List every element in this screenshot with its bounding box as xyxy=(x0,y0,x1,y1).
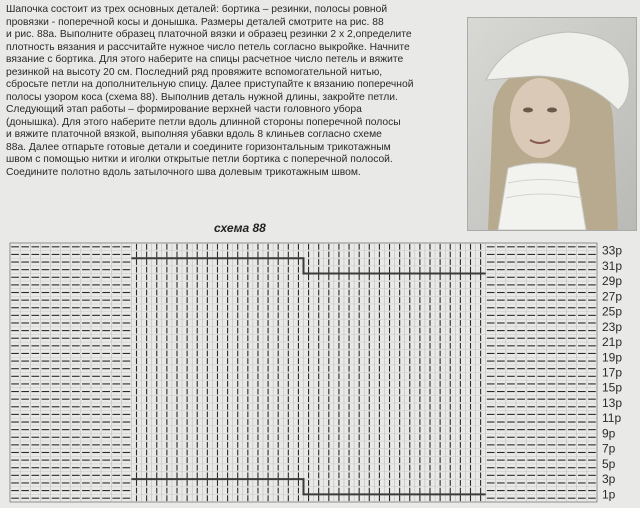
row-label: 15р xyxy=(602,380,623,395)
row-label: 3р xyxy=(602,472,616,487)
row-label: 5р xyxy=(602,456,616,471)
stitch-chart xyxy=(0,238,640,508)
article-line: полосы узором коса (схема 88). Выполнив деталь нужной длины, закройте петли. xyxy=(6,91,398,103)
article-line: резинкой на высоту 20 см. Последний ряд провяжите вспомогательной нитью, xyxy=(6,66,383,78)
row-label: 21р xyxy=(602,335,623,350)
article-line: и вяжите платочной вязкой, выполняя убавки вдоль 8 клиньев согласно схеме xyxy=(6,129,382,140)
article-line: Следующий этап работы – формирование верхней части головного убора xyxy=(6,104,362,115)
scheme-title: схема 88 xyxy=(214,221,266,235)
article-text xyxy=(6,4,464,179)
row-label: 9р xyxy=(602,426,616,441)
row-label: 11р xyxy=(602,411,622,426)
article-line: провязки - поперечной косы и донышка. Размеры деталей смотрите на рис. 88 xyxy=(6,16,384,28)
row-label: 27р xyxy=(602,289,623,304)
row-label: 13р xyxy=(602,395,623,410)
article-line: Шапочка состоит из трех основных деталей: бортика – резинки, полосы ровной xyxy=(6,4,388,15)
row-label: 17р xyxy=(602,365,623,380)
article-line: плотность вязания и рассчитайте нужное число петель согласно выкройке. Начните xyxy=(6,41,410,53)
article-line: вязание с бортика. Для этого наберите на спицы расчетное число петель и вяжите xyxy=(6,54,404,65)
row-label: 19р xyxy=(602,350,623,365)
row-label: 7р xyxy=(602,441,616,456)
article-line: Соедините полотно вдоль затылочного шва долевым трикотажным швом. xyxy=(6,166,361,178)
row-label: 23р xyxy=(602,319,623,334)
article-line: и рис. 88а. Выполните образец платочной вязки и образец резинки 2 х 2,определите xyxy=(6,29,412,40)
model-photo xyxy=(467,17,637,231)
row-label: 1р xyxy=(602,487,616,502)
article-line: 88а. Далее отпарьте готовые детали и соедините горизонтальным трикотажным xyxy=(6,141,391,153)
row-label: 25р xyxy=(602,304,623,319)
article-line: швом с помощью нитки и иголки открытые петли бортика с поперечной полосой. xyxy=(6,154,393,165)
row-label: 31р xyxy=(602,258,623,273)
row-label: 33р xyxy=(602,243,623,258)
article-line: сбросьте петли на дополнительную спицу. Далее приступайте к вязанию поперечной xyxy=(6,79,414,90)
article-line: (донышка). Для этого наберите петли вдоль длинной стороны поперечной полосы xyxy=(6,116,401,128)
row-label: 29р xyxy=(602,274,623,289)
